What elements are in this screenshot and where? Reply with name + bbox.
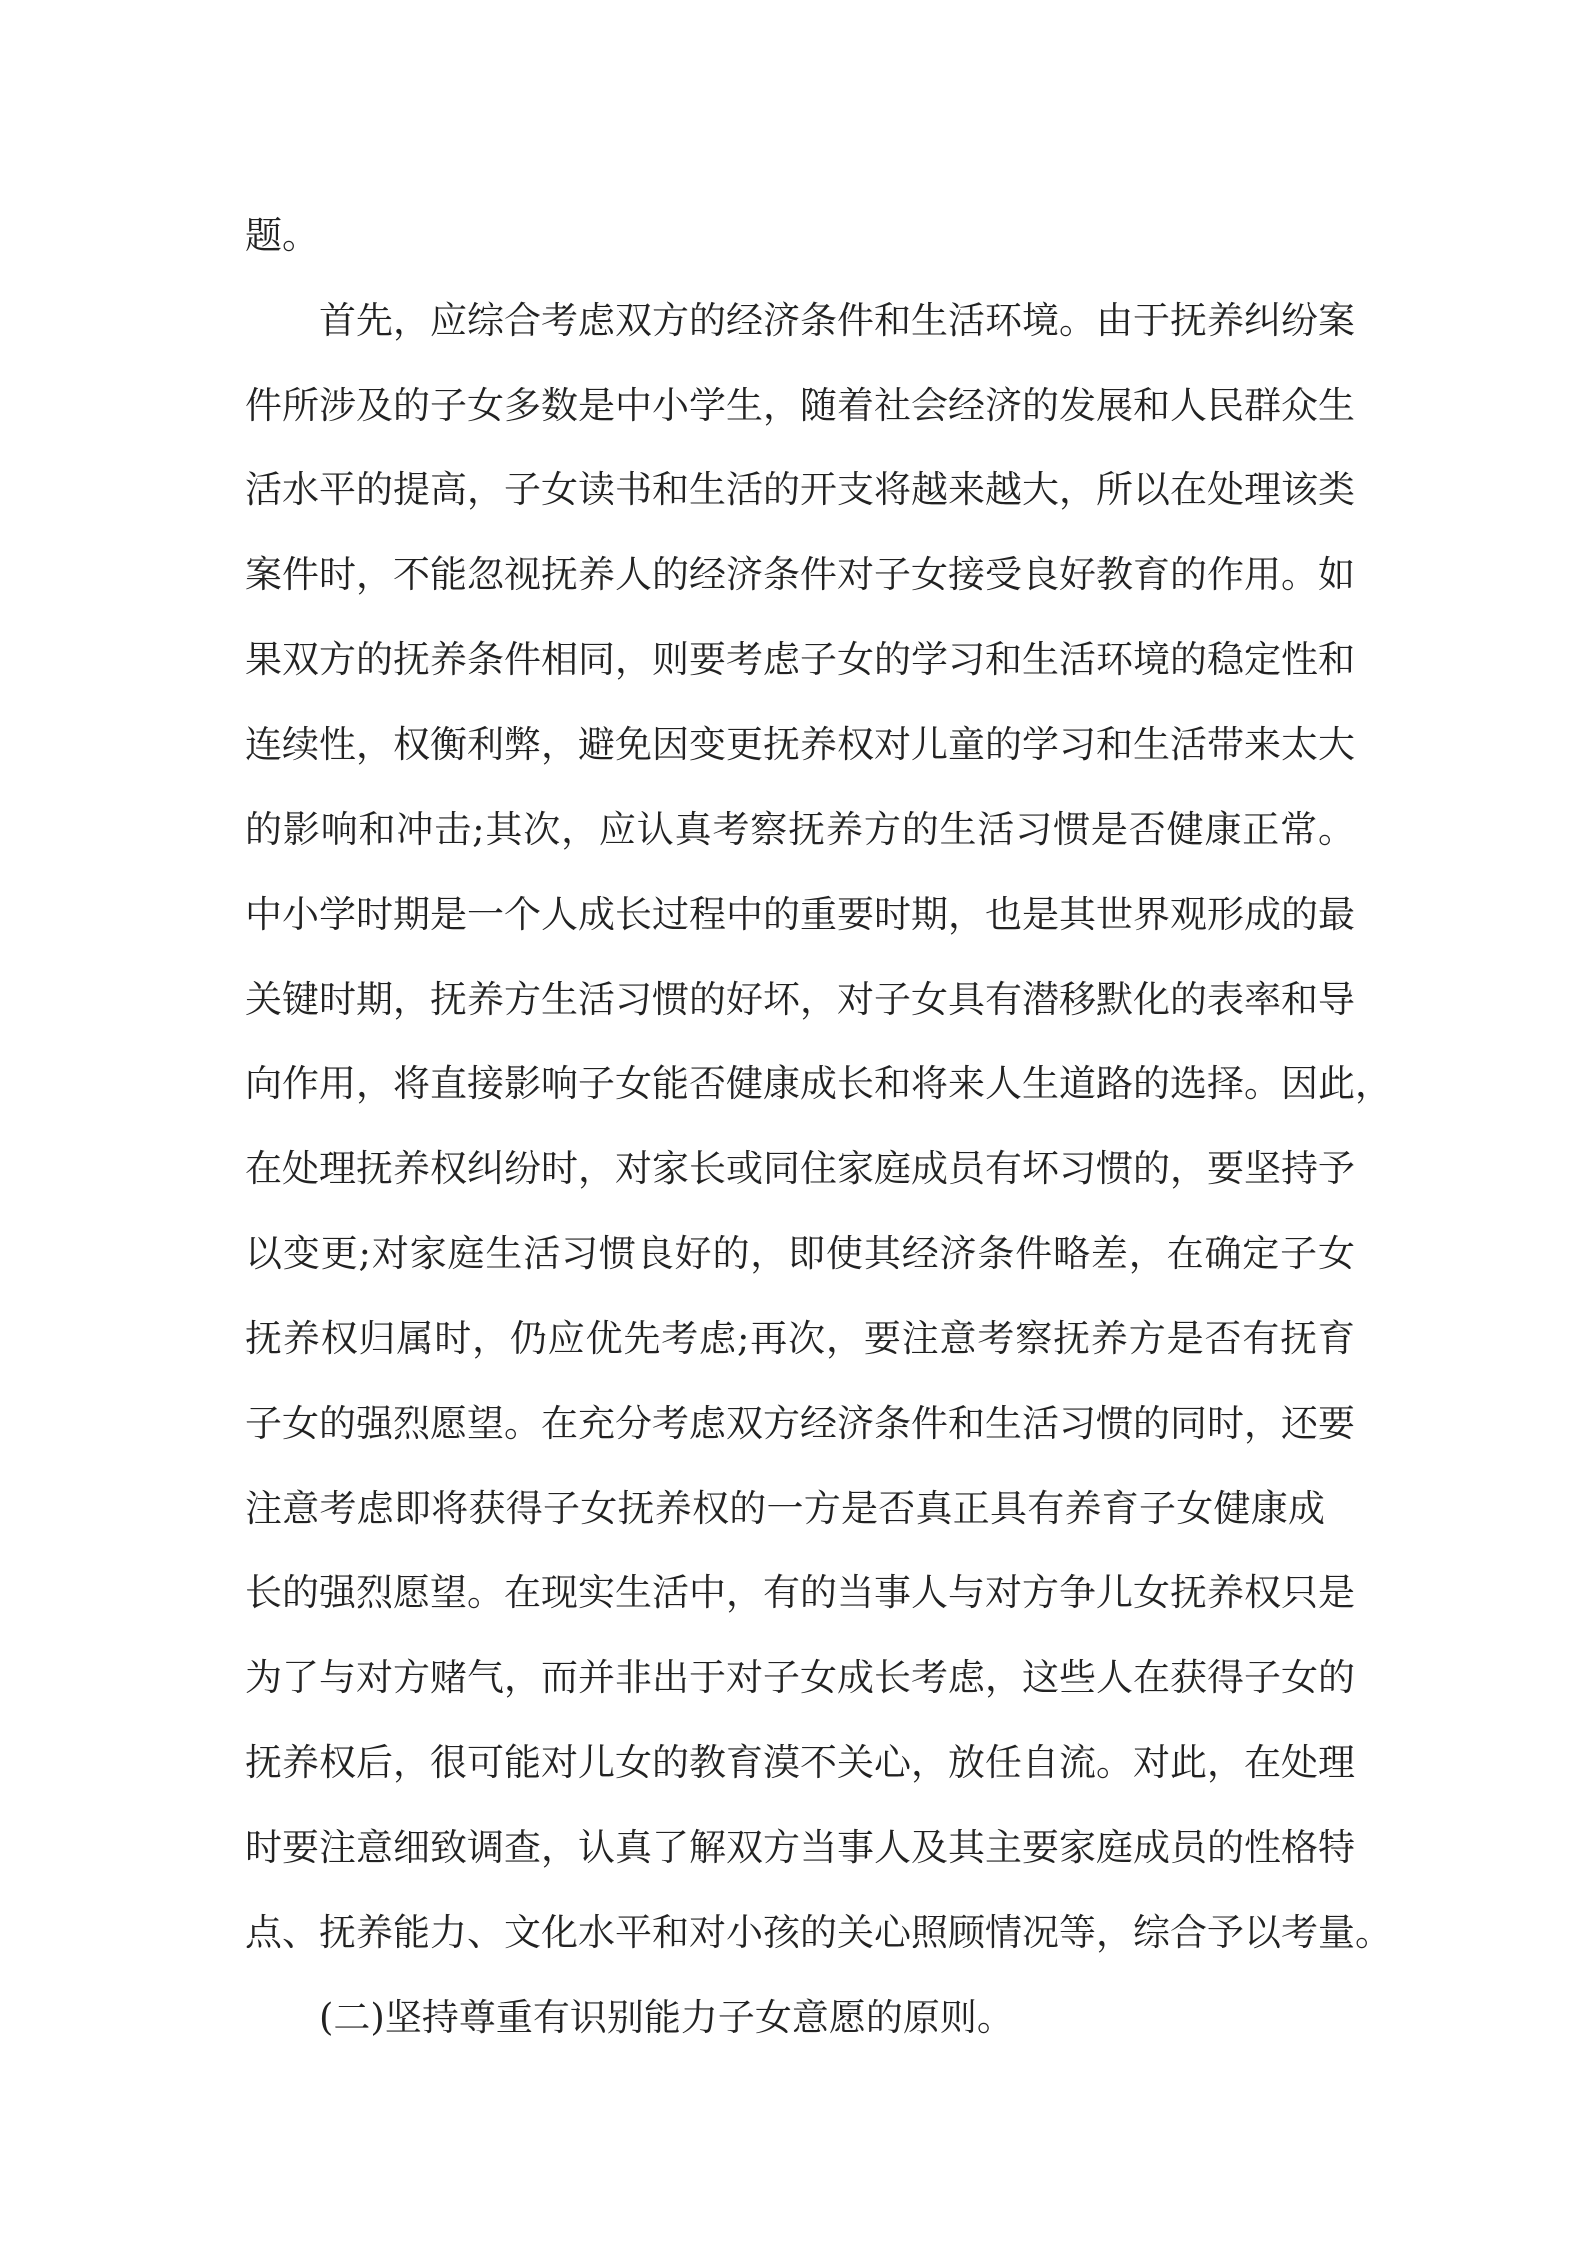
- paragraph-line: 在处理抚养权纠纷时，对家长或同住家庭成员有坏习惯的，要坚持予: [245, 1147, 1355, 1190]
- paragraph-line: 关键时期，抚养方生活习惯的好坏，对子女具有潜移默化的表率和导: [245, 978, 1355, 1021]
- paragraph-line: 点、抚养能力、文化水平和对小孩的关心照顾情况等，综合予以考量。: [245, 1911, 1392, 1954]
- paragraph-line: 子女的强烈愿望。在充分考虑双方经济条件和生活习惯的同时，还要: [245, 1402, 1355, 1445]
- paragraph-line: 为了与对方赌气，而并非出于对子女成长考虑，这些人在获得子女的: [245, 1656, 1355, 1699]
- paragraph-line: 中小学时期是一个人成长过程中的重要时期，也是其世界观形成的最: [245, 893, 1355, 936]
- paragraph-line: 的影响和冲击;其次，应认真考察抚养方的生活习惯是否健康正常。: [245, 808, 1355, 851]
- paragraph-line: 时要注意细致调查，认真了解双方当事人及其主要家庭成员的性格特: [245, 1826, 1355, 1869]
- section-heading: (二)坚持尊重有识别能力子女意愿的原则。: [319, 1996, 1014, 2039]
- paragraph-line: 首先，应综合考虑双方的经济条件和生活环境。由于抚养纠纷案: [319, 299, 1355, 342]
- paragraph-line: 抚养权归属时，仍应优先考虑;再次，要注意考察抚养方是否有抚育: [245, 1317, 1355, 1360]
- paragraph-line: 题。: [245, 214, 319, 257]
- paragraph-line: 案件时，不能忽视抚养人的经济条件对子女接受良好教育的作用。如: [245, 553, 1355, 596]
- paragraph-line: 抚养权后，很可能对儿女的教育漠不关心，放任自流。对此，在处理: [245, 1741, 1355, 1784]
- paragraph-line: 以变更;对家庭生活习惯良好的，即使其经济条件略差，在确定子女: [245, 1232, 1355, 1275]
- paragraph-line: 件所涉及的子女多数是中小学生，随着社会经济的发展和人民群众生: [245, 384, 1355, 427]
- paragraph-line: 活水平的提高，子女读书和生活的开支将越来越大，所以在处理该类: [245, 468, 1355, 511]
- paragraph-line: 向作用，将直接影响子女能否健康成长和将来人生道路的选择。因此，: [245, 1062, 1392, 1105]
- paragraph-line: 注意考虑即将获得子女抚养权的一方是否真正具有养育子女健康成: [245, 1487, 1325, 1530]
- paragraph-line: 果双方的抚养条件相同，则要考虑子女的学习和生活环境的稳定性和: [245, 638, 1355, 681]
- paragraph-line: 连续性，权衡利弊，避免因变更抚养权对儿童的学习和生活带来太大: [245, 723, 1355, 766]
- paragraph-line: 长的强烈愿望。在现实生活中，有的当事人与对方争儿女抚养权只是: [245, 1571, 1355, 1614]
